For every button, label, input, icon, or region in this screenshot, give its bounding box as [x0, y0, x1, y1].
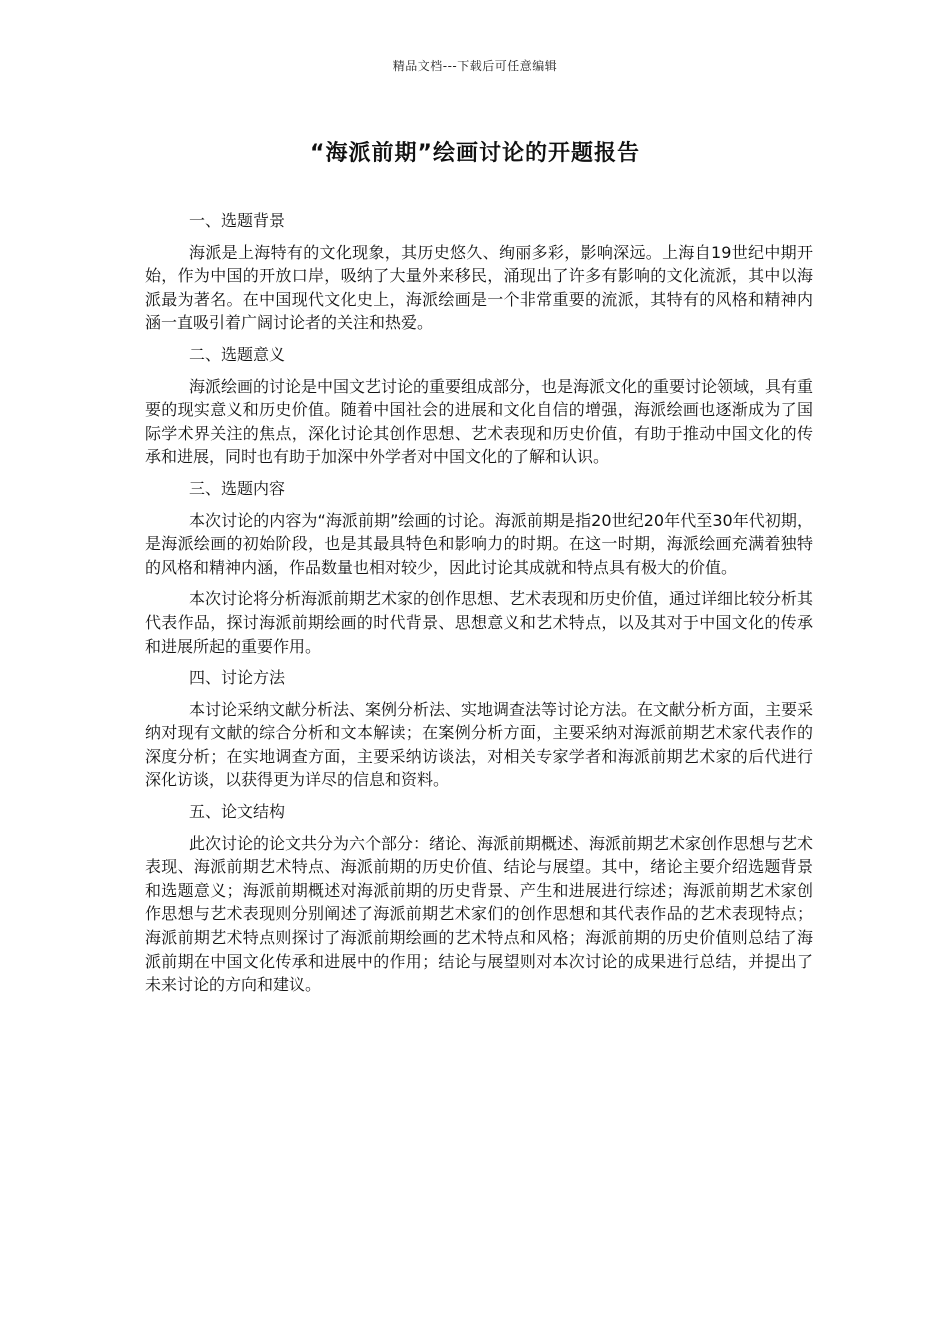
section-heading: 二、选题意义 [189, 344, 286, 364]
section-paragraph: 海派是上海特有的文化现象，其历史悠久、绚丽多彩，影响深远。上海自19世纪中期开始，作为中国的开放口岸，吸纳了大量外来移民，涌现出了许多有影响的文化流派，其中以海派最为著名。在中国现代文化史上，海派绘画是一个非常重要的流派，其特有的风格和精神内涵一直吸引着广阔讨论者的关注和热爱。 [145, 242, 813, 333]
page-header: 精品文档---下载后可任意编辑 [392, 59, 558, 73]
document-body [145, 209, 813, 1005]
section-structure [145, 800, 813, 997]
section-methods [145, 666, 813, 792]
document-title: “海派前期”绘画讨论的开题报告 [310, 141, 640, 166]
section-paragraph: 此次讨论的论文共分为六个部分：绪论、海派前期概述、海派前期艺术家创作思想与艺术表现、海派前期艺术特点、海派前期的历史价值、结论与展望。其中，绪论主要介绍选题背景和选题意义；海派前期概述对海派前期的历史背景、产生和进展进行综述；海派前期艺术家创作思想与艺术表现则分别阐述了海派前期艺术家们的创作思想和其代表作品的艺术表现特点；海派前期艺术特点则探讨了海派前期绘画的艺术特点和风格；海派前期的历史价值则总结了海派前期在中国文化传承和进展中的作用；结论与展望则对本次讨论的成果进行总结，并提出了未来讨论的方向和建议。 [145, 833, 814, 995]
section-paragraph: 本讨论采纳文献分析法、案例分析法、实地调查法等讨论方法。在文献分析方面，主要采纳对现有文献的综合分析和文本解读；在案例分析方面，主要采纳对海派前期艺术家代表作的深度分析；在实地调查方面，主要采纳访谈法，对相关专家学者和海派前期艺术家的后代进行深化访谈，以获得更为详尽的信息和资料。 [145, 699, 814, 790]
section-significance [145, 343, 813, 469]
section-paragraph: 本次讨论将分析海派前期艺术家的创作思想、艺术表现和历史价值，通过详细比较分析其代表作品，探讨海派前期绘画的时代背景、思想意义和艺术特点，以及其对于中国文化的传承和进展所起的重要作用。 [145, 589, 814, 656]
section-paragraph: 本次讨论的内容为“海派前期”绘画的讨论。海派前期是指20世纪20年代至30年代初期，是海派绘画的初始阶段，也是其最具特色和影响力的时期。在这一时期，海派绘画充满着独特的风格和精神内涵，作品数量也相对较少，因此讨论其成就和特点具有极大的价值。 [145, 510, 813, 577]
section-content [145, 477, 813, 658]
section-background [145, 209, 813, 335]
section-paragraph: 海派绘画的讨论是中国文艺讨论的重要组成部分，也是海派文化的重要讨论领域，具有重要的现实意义和历史价值。随着中国社会的进展和文化自信的增强，海派绘画也逐渐成为了国际学术界关注的焦点，深化讨论其创作思想、艺术表现和历史价值，有助于推动中国文化的传承和进展，同时也有助于加深中外学者对中国文化的了解和认识。 [145, 376, 814, 467]
section-heading: 三、选题内容 [189, 478, 286, 498]
section-heading: 五、论文结构 [189, 802, 286, 822]
section-heading: 四、讨论方法 [189, 668, 286, 688]
section-heading: 一、选题背景 [189, 211, 286, 230]
